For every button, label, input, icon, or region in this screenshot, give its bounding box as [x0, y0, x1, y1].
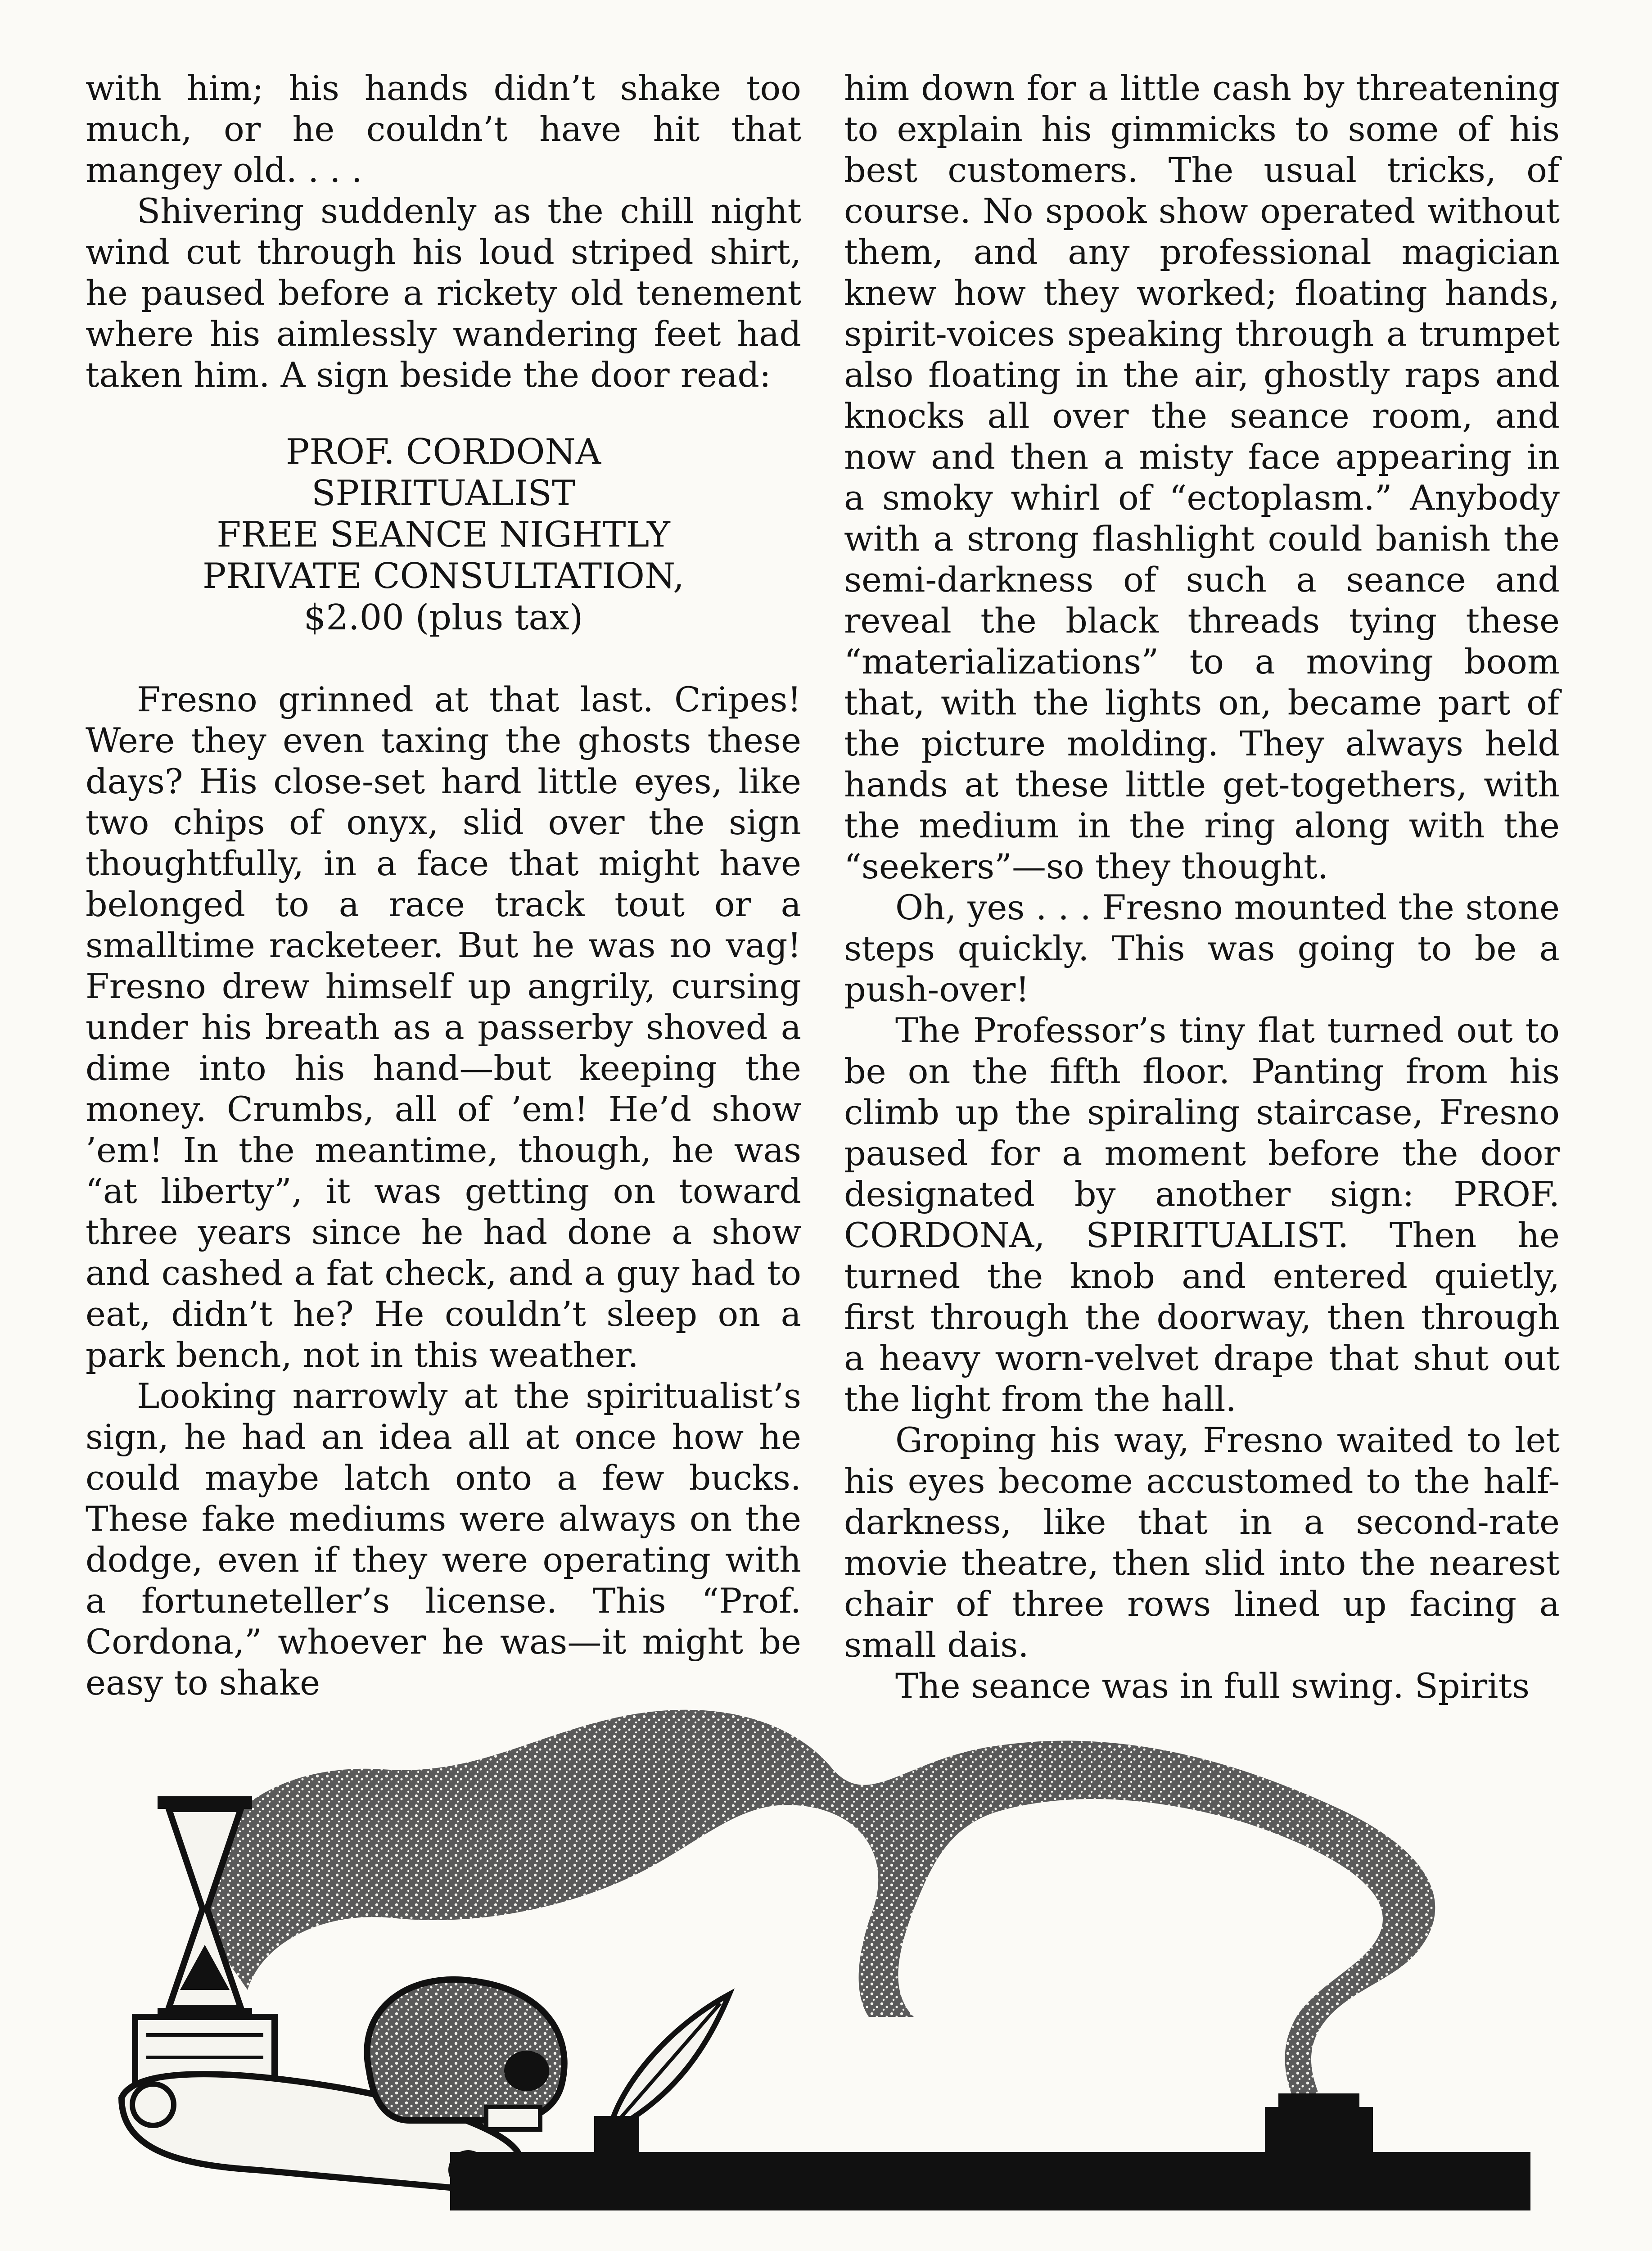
- sign-line: PRIVATE CONSULTATION,: [202, 556, 685, 597]
- left-paragraph-2: Shivering suddenly as the chill night wind cut through his loud striped shirt, he paused before a rickety old tenement where his aimlessly wandering feet had taken him. A sign beside the door read:: [86, 191, 801, 395]
- left-paragraph-1: with him; his hands didn’t shake too much, or he couldn’t have hit that mangey old. . . .: [86, 68, 801, 190]
- sign-line: FREE SEANCE NIGHTLY: [217, 515, 670, 555]
- left-column: [86, 68, 801, 1703]
- sign-line: PROF. CORDONA: [285, 432, 601, 472]
- left-paragraph-3: Fresno grinned at that last. Cripes! Were they even taxing the ghosts these days? His close-set hard little eyes, like two chips of onyx, slid over the sign thoughtfully, in a face that might have belonged to a race track tout or a smalltime racketeer. But he was no vag! Fresno drew himself up angrily, cursing under his breath as a passerby shoved a dime into his hand—but keeping the money. Crumbs, all of ’em! He’d show ’em! In the meantime, though, he was “at liberty”, it was getting on toward three years since he had done a show and cashed a fat check, and a guy had to eat, didn’t he? He couldn’t sleep on a park bench, not in this weather.: [86, 679, 801, 1375]
- skull-icon: [367, 1980, 564, 2129]
- still-life-illustration: [68, 1675, 1580, 2228]
- table-surface: [450, 2152, 1530, 2210]
- right-column: [844, 68, 1560, 1706]
- right-paragraph-1: him down for a little cash by threatening to explain his gimmicks to some of his best customers. The usual tricks, of course. No spook show operated without them, and any professional magician knew how they worked; floating hands, spirit-voices speaking through a trumpet also floating in the air, ghostly raps and knocks all over the seance room, and now and then a misty face appearing in a smoky whirl of “ectoplasm.” Anybody with a strong flashlight could banish the semi-darkness of such a seance and reveal the black threads tying these “materializations” to a moving boom that, with the lights on, became part of the picture molding. They always held hands at these little get-togethers, with the medium in the ring along with the “seekers”—so they thought.: [844, 68, 1560, 886]
- sign-line: $2.00 (plus tax): [303, 597, 583, 638]
- right-paragraph-4: Groping his way, Fresno waited to let his eyes become accustomed to the half-darkness, like that in a second-rate movie theatre, then slid into the nearest chair of three rows lined up facing a small dais.: [844, 1420, 1560, 1665]
- quill-icon: [612, 1994, 729, 2125]
- right-paragraph-5: The seance was in full swing. Spirits: [895, 1666, 1530, 1706]
- sign-line: SPIRITUALIST: [311, 473, 576, 514]
- left-paragraph-4: Looking narrowly at the spiritualist’s sign, he had an idea all at once how he could maybe latch onto a few bucks. These fake mediums were always on the dodge, even if they were operating with a fortuneteller’s license. This “Prof. Cordona,” whoever he was—it might be easy to shake: [86, 1376, 801, 1703]
- right-paragraph-3: The Professor’s tiny flat turned out to be on the fifth floor. Panting from his climb up the spiraling staircase, Fresno paused for a moment before the door designated by another sign: PROF. CORDONA, SPIRITUALIST. Then he turned the knob and entered quietly, first through the doorway, then through a heavy worn-velvet drape that shut out the light from the hall.: [844, 1010, 1560, 1419]
- right-paragraph-2: Oh, yes . . . Fresno mounted the stone steps quickly. This was going to be a push-over!: [844, 887, 1560, 1009]
- spiritualist-sign: [86, 431, 801, 638]
